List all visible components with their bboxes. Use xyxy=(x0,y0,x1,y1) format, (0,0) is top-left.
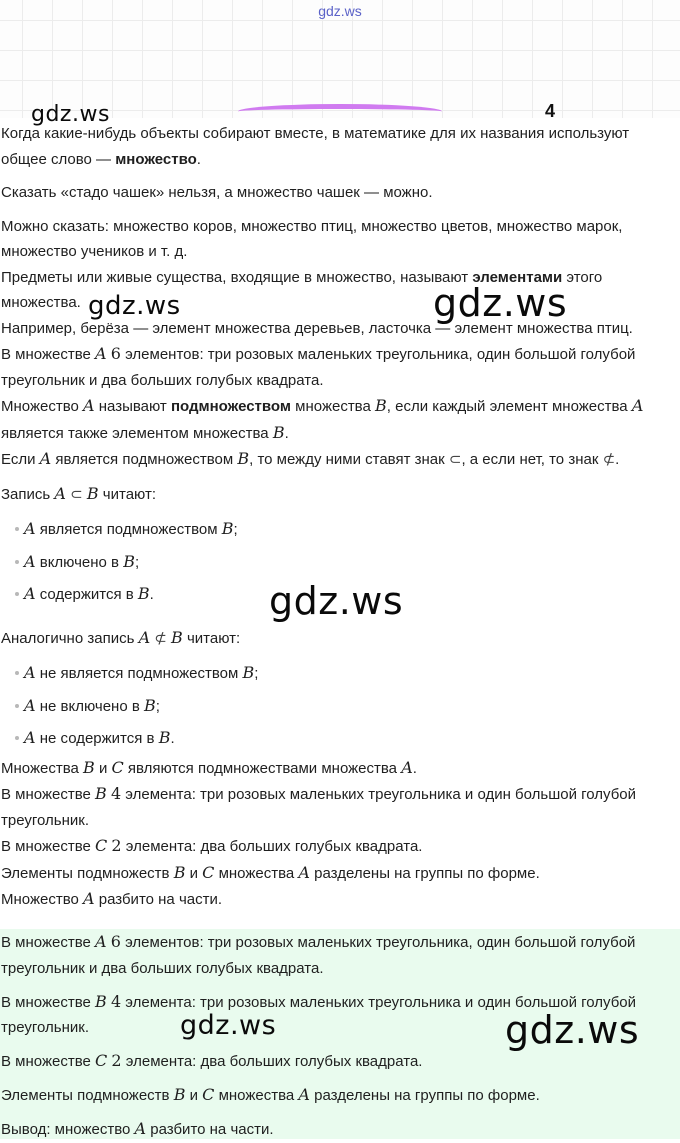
watermark: gdz.ws xyxy=(269,579,404,623)
paragraph-elements: Предметы или живые существа, входящие в множество, называют элементами этого множества. xyxy=(1,268,603,311)
decorative-arc xyxy=(238,104,442,119)
list-item: A не включено в B; xyxy=(1,690,677,723)
term-set: множество xyxy=(115,150,197,168)
paragraph-set-definition: Когда какие-нибудь объекты собирают вместе, в математике для их названия используют общее слово — множество. xyxy=(1,125,630,168)
paragraph-cups: Сказать «стадо чашек» нельзя, а множество чашек — можно. xyxy=(1,184,433,201)
paragraph-subsets-bc: Множества B и C являются подмножествами множества A. xyxy=(1,757,417,777)
paragraph-examples: Можно сказать: множество коров, множество птиц, множество цветов, множество марок, множество учеников и т. д. xyxy=(1,217,623,260)
answer-set-b: В множестве B 4 элемента: три розовых маленьких треугольника и один большой голубой треугольник. xyxy=(1,991,637,1036)
answer-conclusion: Вывод: множество A разбито на части. xyxy=(1,1119,274,1138)
paragraph-grouping: Элементы подмножеств B и C множества A разделены на группы по форме. xyxy=(1,862,540,882)
answer-grouping: Элементы подмножеств B и C множества A разделены на группы по форме. xyxy=(1,1085,540,1104)
watermark: gdz.ws xyxy=(433,281,568,325)
site-link[interactable]: gdz.ws xyxy=(318,3,362,19)
term-subset: подмножеством xyxy=(170,398,291,415)
answer-set-a: В множестве A 6 элементов: три розовых маленьких треугольника, один большой голубой треугольник и два больших голубых квадрата. xyxy=(1,932,636,977)
list-item: A является подмножеством B; xyxy=(1,513,677,546)
list-item: A не содержится в B. xyxy=(1,722,677,755)
theory-text xyxy=(1,121,677,913)
paragraph-read-not-subset: Аналогично запись A ⊄ B читают: xyxy=(1,627,241,647)
watermark: gdz.ws xyxy=(505,1008,640,1052)
watermark: gdz.ws xyxy=(180,1010,277,1041)
term-elements: элементами xyxy=(472,268,563,286)
not-subset-symbol: ⊄ xyxy=(602,450,616,468)
cropped-heading-glyph: 4 xyxy=(545,101,556,121)
paragraph-set-c: В множестве C 2 элемента: два больших голубых квадрата. xyxy=(1,836,423,855)
list-item: A содержится в B. xyxy=(1,578,677,611)
paragraph-birch-example: Например, берёза — элемент множества деревьев, ласточка — элемент множества птиц. xyxy=(1,319,633,337)
paragraph-subset-sign: Если A является подмножеством B, то между ними ставят знак ⊂, а если нет, то знак ⊄. xyxy=(1,449,620,468)
paragraph-partition: Множество A разбито на части. xyxy=(1,889,223,908)
subset-symbol: ⊂ xyxy=(448,450,462,468)
paragraph-read-subset: Запись A ⊂ B читают: xyxy=(1,483,157,503)
paragraph-subset-definition: Множество A называют подмножеством множества B, если каждый элемент множества A является также элементом множества B. xyxy=(1,396,644,442)
paragraph-set-a: В множестве A 6 элементов: три розовых маленьких треугольника, один большой голубой треугольник и два больших голубых квадрата. xyxy=(1,344,636,389)
worksheet-header-image xyxy=(0,0,680,121)
not-subset-readings-list xyxy=(1,657,677,755)
answer-set-c: В множестве C 2 элемента: два больших голубых квадрата. xyxy=(1,1051,423,1070)
paragraph-set-b: В множестве B 4 элемента: три розовых маленьких треугольника и один большой голубой треугольник. xyxy=(1,784,637,829)
list-item: A не является подмножеством B; xyxy=(1,657,677,690)
watermark: gdz.ws xyxy=(88,291,181,321)
watermark: gdz.ws xyxy=(31,102,110,127)
list-item: A включено в B; xyxy=(1,546,677,579)
